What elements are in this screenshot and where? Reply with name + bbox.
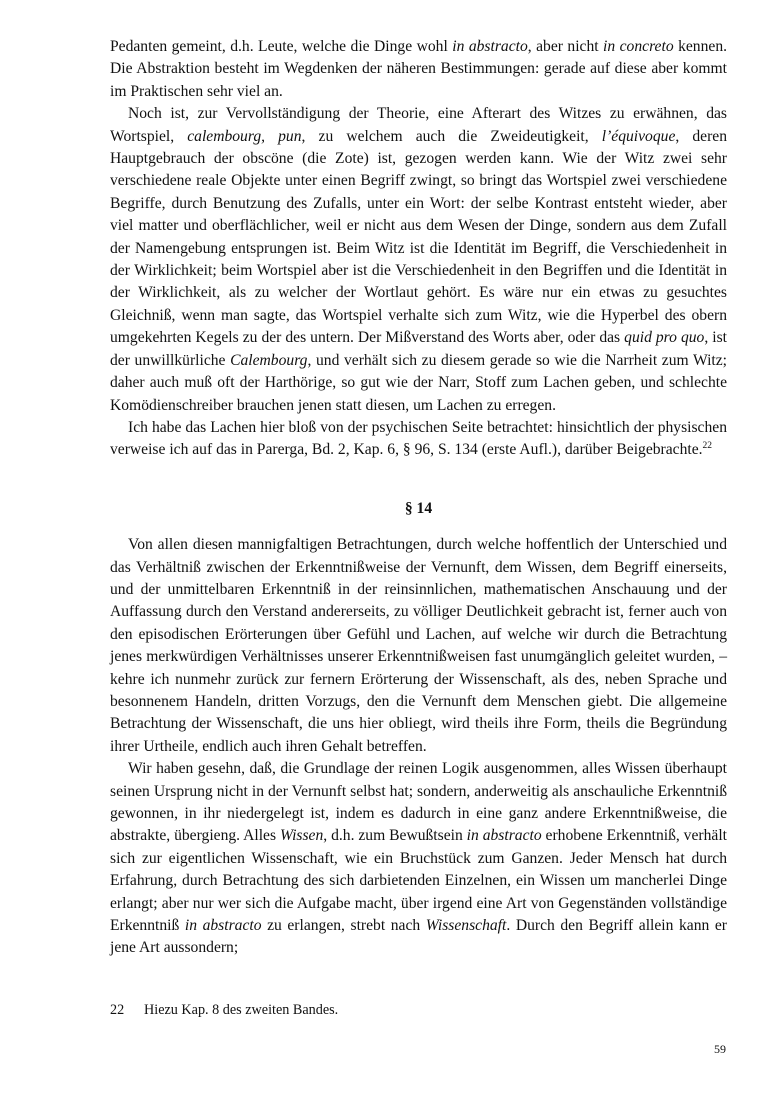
footnote-reference: 22 [702, 441, 713, 452]
italic-run: Wissenschaft [425, 917, 507, 935]
text-run: Noch ist, zur Vervollständigung der Theorie, eine Afterart des Witzes zu erwähnen, das Wortspiel, [110, 105, 727, 145]
text-run: , und verhält sich zu diesem gerade so wie die Narrheit zum Witz; daher auch muß oft der Harthörige, so gut wie der Narr, Stoff zum Lachen geben, und schlechte Komödienschreiber brauchen jenen statt diesen, um Lachen zu erregen. [110, 351, 727, 414]
text-run: , zu welchem auch die Zweideutigkeit, [301, 127, 602, 145]
paragraph-2 [110, 103, 727, 417]
paragraph-4 [110, 534, 727, 758]
text-run: , ist der unwillkürliche [110, 329, 727, 369]
footnote-text: Hiezu Kap. 8 des zweiten Bandes. [144, 1002, 339, 1018]
paragraph-1 [110, 36, 727, 103]
text-run: erhobene Erkenntniß, verhält sich zur eigentlichen Wissenschaft, wie ein Bruchstück zum Ganzen. Jeder Mensch hat durch Erfahrung, durch Betrachtung des sich darbietenden Einzelnen, ein Wissen um mancherlei Dinge erlangt; aber nur wer sich die Aufgabe macht, über irgend eine Art von Gegenständen vollständige Erkenntniß [110, 827, 727, 935]
paragraph-3 [110, 417, 727, 462]
footnote-number: 22 [110, 1002, 125, 1018]
italic-run: in abstracto [452, 38, 528, 55]
italic-run: l’équivoque [601, 127, 676, 145]
text-run: , aber nicht [527, 38, 604, 55]
text-run: Von allen diesen mannigfaltigen Betrachtungen, durch welche hoffentlich der Unterschied und das Verhältniß zwischen der Erkenntnißweise der Vernunft, dem Wissen, dem Begriff einerseits, und der unmittelbaren Erkenntniß in der reinsinnlichen, mathematischen Anschauung und der Auffassung durch den Verstand andererseits, zu völliger Deutlichkeit gebracht ist, ferner auch von den episodischen Erörterungen über Gefühl und Lachen, auf welche wir durch die Betrachtung jenes merkwürdigen Verhältnisses unserer Erkenntnißweisen fast unumgänglich geleitet wurden, – kehre ich nunmehr zurück zur fernern Erörterung der Wissenschaft, als des, neben Sprache und besonnenem Handeln, dritten Vorzugs, den die Vernunft dem Menschen giebt. Die allgemeine Betrachtung der Wissenschaft, die uns hier obliegt, wird theils ihre Form, theils die Begründung ihrer Urtheile, endlich auch ihren Gehalt betreffen. [110, 536, 727, 755]
paragraph-5 [110, 758, 727, 960]
page-number: 59 [714, 1042, 726, 1056]
footnote [110, 1000, 727, 1020]
text-run: Ich habe das Lachen hier bloß von der psychischen Seite betrachtet: hinsichtlich der physischen verweise ich auf das in Parerga, Bd. 2, Kap. 6, § 96, S. 134 (erste Aufl.), darüber Beigebrachte. [110, 418, 727, 459]
italic-run: Calembourg [230, 351, 308, 369]
text-run: zu erlangen, strebt nach [261, 917, 426, 935]
italic-run: Wissen [279, 827, 324, 845]
page-body [110, 36, 727, 960]
italic-run: in abstracto [184, 917, 262, 935]
section-heading: § 14 [404, 499, 433, 517]
text-run: kennen. Die Abstraktion besteht im Wegdenken der näheren Bestimmungen: gerade auf diese aber kommt im Praktischen sehr viel an. [110, 38, 728, 100]
text-run: , d.h. zum Bewußtsein [323, 827, 467, 845]
italic-run: quid pro quo [624, 329, 705, 347]
text-run: , deren Hauptgebrauch der obscöne (die Zote) ist, gezogen werden kann. Wie der Witz zwei sehr verschiedene reale Objekte unter einen Begriff zwingt, so bringt das Wortspiel zwei verschiedene Begriffe, durch Benutzung des Zufalls, unter ein Wort: der selbe Kontrast entsteht wieder, aber viel matter und oberflächlicher, weil er nicht aus dem Wesen der Dinge, sondern aus dem Zufall der Namengebung entsprungen ist. Beim Witz ist die Identität im Begriff, die Verschiedenheit in der Wirklichkeit; beim Wortspiel aber ist die Verschiedenheit in den Begriffen und die Identität in der Wirklichkeit, als zu welcher der Wortlaut gehört. Es wäre nur ein etwas zu gesuchtes Gleichniß, wenn man sagte, das Wortspiel verhalte sich zum Witz, wie die Hyperbel des obern umgekehrten Kegels zu der des untern. Der Mißverstand des Worts aber, oder das [110, 127, 727, 347]
text-run: Wir haben gesehn, daß, die Grundlage der reinen Logik ausgenommen, alles Wissen überhaupt seinen Ursprung nicht in der Vernunft selbst hat; sondern, anderweitig als anschauliche Erkenntniß gewonnen, in ihr niedergelegt ist, indem es dadurch in eine ganz andere Erkenntnißweise, die abstrakte, übergieng. Alles [110, 760, 727, 845]
text-run: . Durch den Begriff allein kann er jene Art aussondern; [110, 917, 727, 957]
text-run: Pedanten gemeint, d.h. Leute, welche die Dinge wohl [110, 38, 453, 55]
italic-run: calembourg, pun [187, 127, 302, 145]
italic-run: in concreto [603, 38, 674, 55]
italic-run: in abstracto [466, 827, 542, 845]
